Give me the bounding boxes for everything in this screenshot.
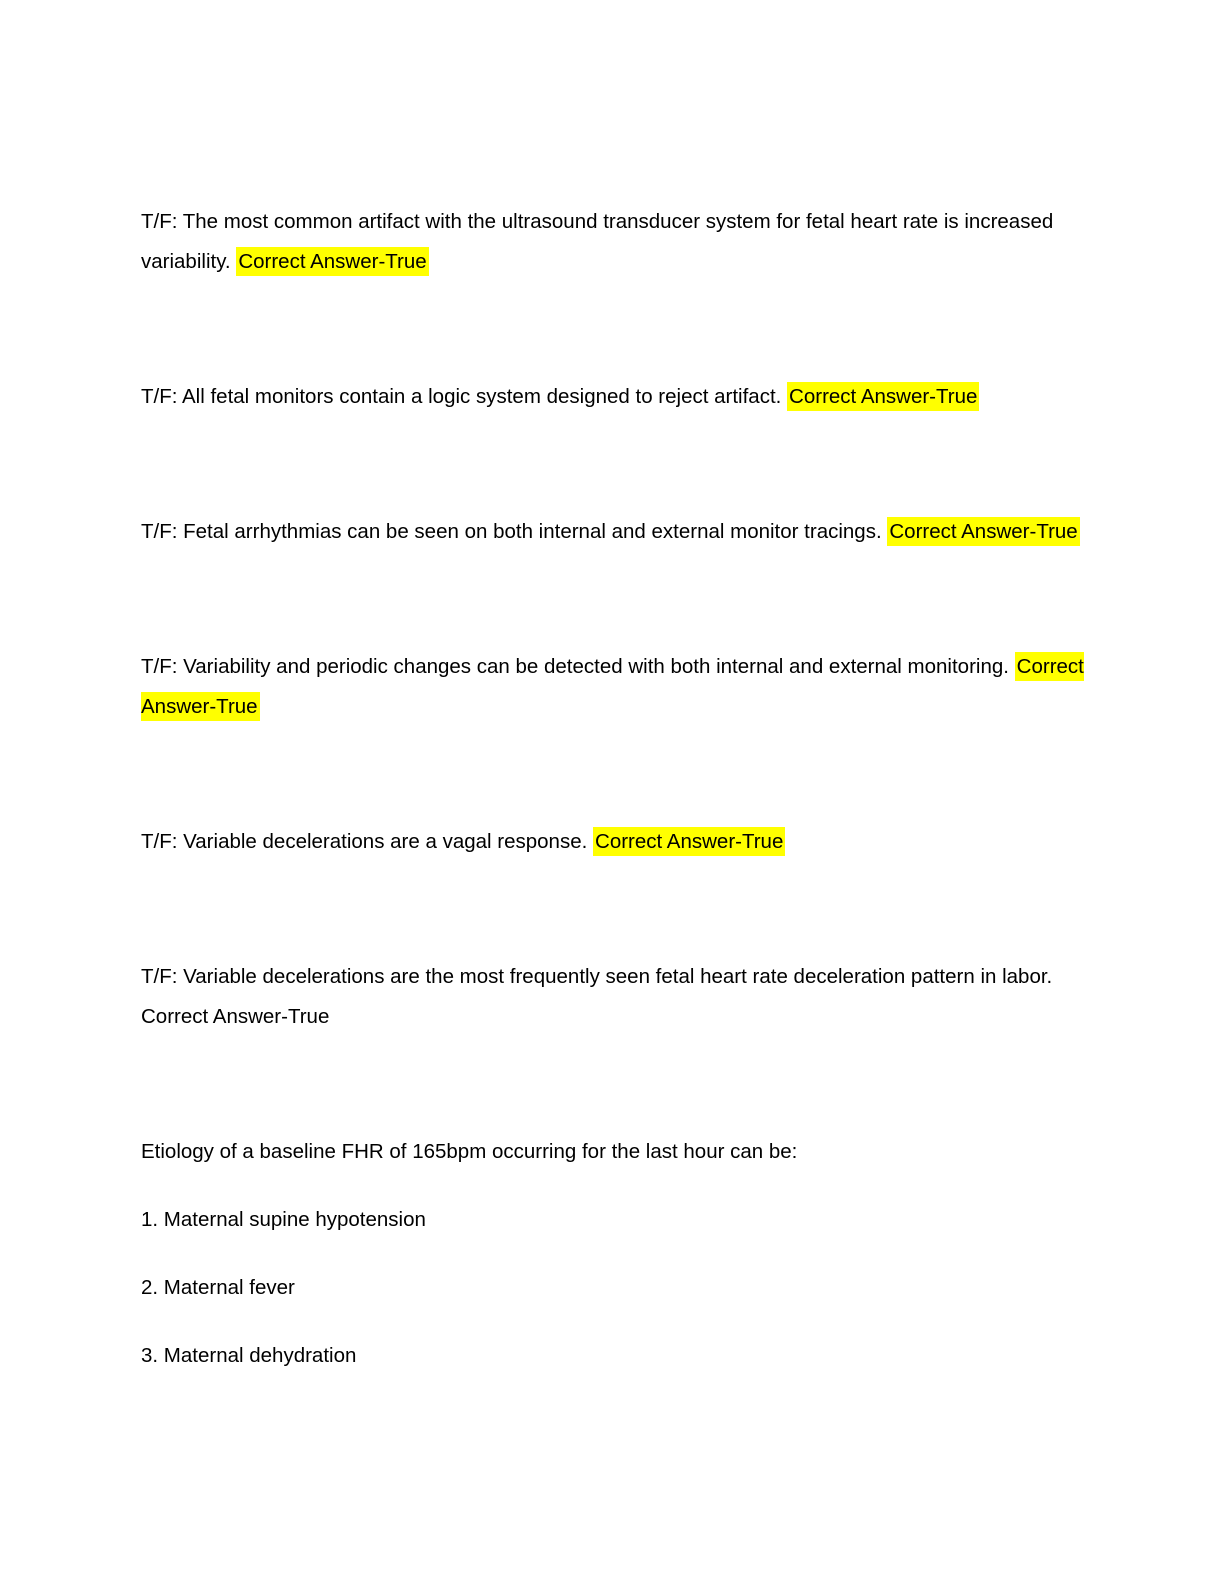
question-paragraph	[141, 377, 1101, 417]
document-content	[141, 202, 1101, 1404]
question-text: T/F: Variable decelerations are a vagal response.	[141, 830, 588, 853]
answer-highlight: Correct Answer-True	[593, 827, 785, 856]
question-paragraph	[141, 647, 1101, 727]
question-paragraph	[141, 512, 1101, 552]
question-text: T/F: Variable decelerations are the most frequently seen fetal heart rate deceleration pattern in labor.	[141, 965, 1053, 988]
etiology-intro: Etiology of a baseline FHR of 165bpm occurring for the last hour can be:	[141, 1140, 798, 1163]
answer-text: Correct Answer-True	[141, 1005, 330, 1028]
question-text: T/F: All fetal monitors contain a logic system designed to reject artifact.	[141, 385, 782, 408]
etiology-item: 2. Maternal fever	[141, 1276, 295, 1299]
question-text: T/F: The most common artifact with the ultrasound transducer system for fetal heart rate is increased variability.	[141, 210, 1054, 273]
answer-highlight: Correct Answer-True	[141, 652, 1084, 721]
etiology-item: 3. Maternal dehydration	[141, 1344, 357, 1367]
question-text: T/F: Variability and periodic changes can be detected with both internal and external monitoring.	[141, 655, 1009, 678]
question-paragraph	[141, 957, 1101, 1037]
answer-highlight: Correct Answer-True	[236, 247, 428, 276]
etiology-item: 1. Maternal supine hypotension	[141, 1208, 426, 1231]
question-text: T/F: Fetal arrhythmias can be seen on both internal and external monitor tracings.	[141, 520, 882, 543]
answer-highlight: Correct Answer-True	[887, 517, 1079, 546]
question-paragraph	[141, 822, 1101, 862]
answer-highlight: Correct Answer-True	[787, 382, 979, 411]
question-paragraph	[141, 202, 1101, 282]
